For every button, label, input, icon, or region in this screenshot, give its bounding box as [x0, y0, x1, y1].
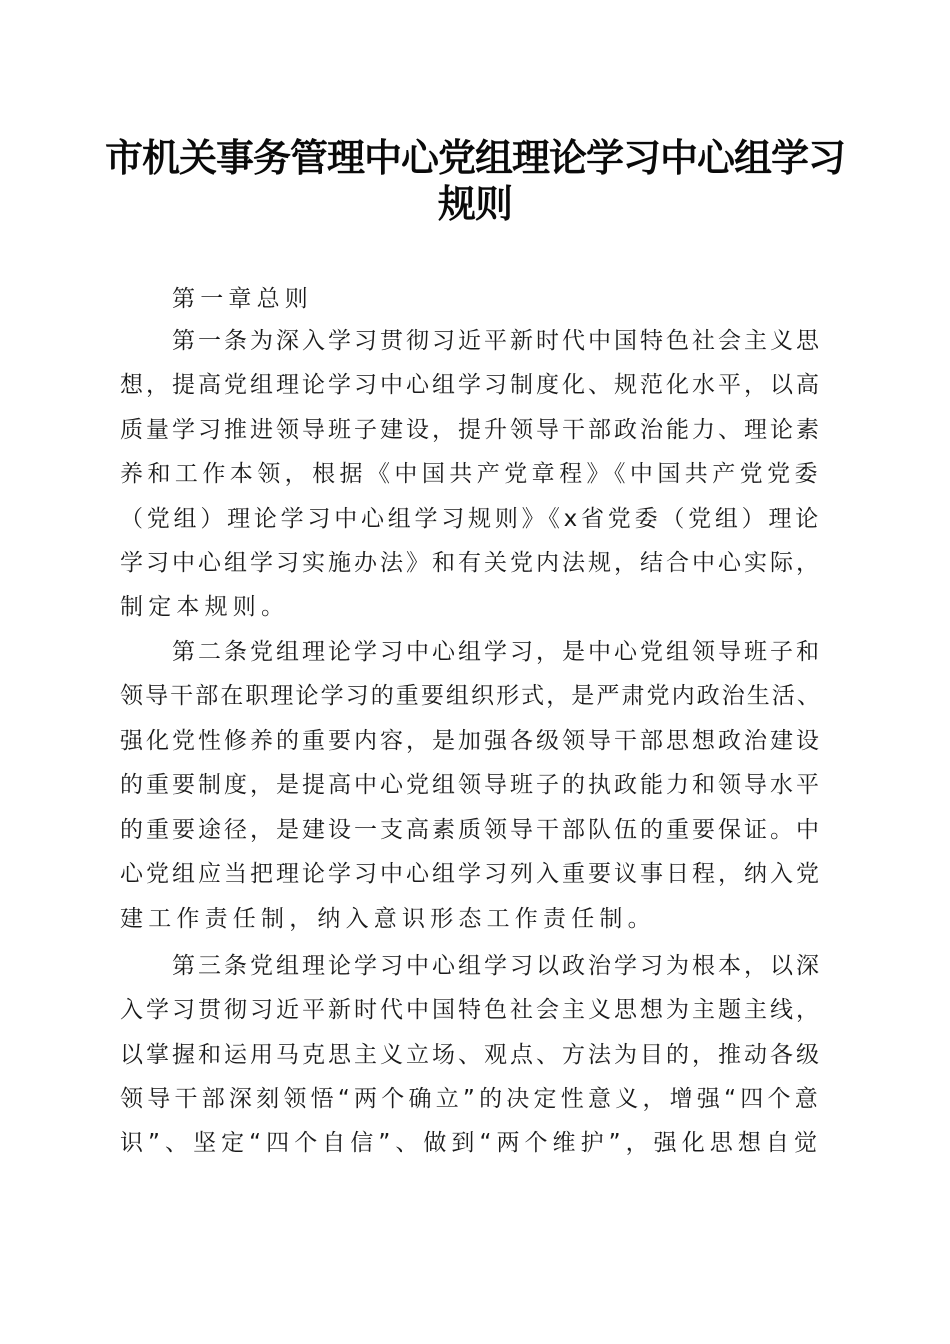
paragraph-line: （党组）理论学习中心组学习规则》《x省党委（党组）理论	[120, 506, 822, 532]
paragraph-line: 质量学习推进领导班子建设，提升领导干部政治能力、理论素	[120, 417, 822, 443]
paragraph-line: 领导干部在职理论学习的重要组织形式，是严肃党内政治生活、	[120, 683, 822, 709]
paragraph-line: 第一条为深入学习贯彻习近平新时代中国特色社会主义思	[172, 328, 822, 354]
paragraph-line: 制定本规则。	[120, 594, 290, 620]
chapter-heading: 第一章总则	[172, 286, 313, 312]
paragraph-line: 想，提高党组理论学习中心组学习制度化、规范化水平，以高	[120, 372, 822, 398]
paragraph-line: 的重要制度，是提高中心党组领导班子的执政能力和领导水平	[120, 772, 822, 798]
paragraph-line: 学习中心组学习实施办法》和有关党内法规，结合中心实际，	[120, 550, 822, 576]
paragraph-line: 建工作责任制，纳入意识形态工作责任制。	[120, 906, 656, 932]
paragraph-line: 第二条党组理论学习中心组学习，是中心党组领导班子和	[172, 639, 822, 665]
document-title-line-1: 市机关事务管理中心党组理论学习中心组学习	[104, 135, 845, 180]
paragraph-line: 强化党性修养的重要内容，是加强各级领导干部思想政治建设	[120, 728, 822, 754]
paragraph-line: 领导干部深刻领悟“两个确立”的决定性意义，增强“四个意	[120, 1086, 822, 1112]
paragraph-line: 入学习贯彻习近平新时代中国特色社会主义思想为主题主线，	[120, 997, 822, 1023]
paragraph-line: 心党组应当把理论学习中心组学习列入重要议事日程，纳入党	[120, 861, 822, 887]
paragraph-line: 第三条党组理论学习中心组学习以政治学习为根本，以深	[172, 953, 822, 979]
document-title-line-2: 规则	[437, 181, 512, 226]
paragraph-line: 以掌握和运用马克思主义立场、观点、方法为目的，推动各级	[120, 1042, 822, 1068]
paragraph-line: 养和工作本领，根据《中国共产党章程》《中国共产党党委	[120, 461, 822, 487]
paragraph-line: 识”、坚定“四个自信”、做到“两个维护”，强化思想自觉	[120, 1130, 822, 1156]
paragraph-line: 的重要途径，是建设一支高素质领导干部队伍的重要保证。中	[120, 817, 822, 843]
